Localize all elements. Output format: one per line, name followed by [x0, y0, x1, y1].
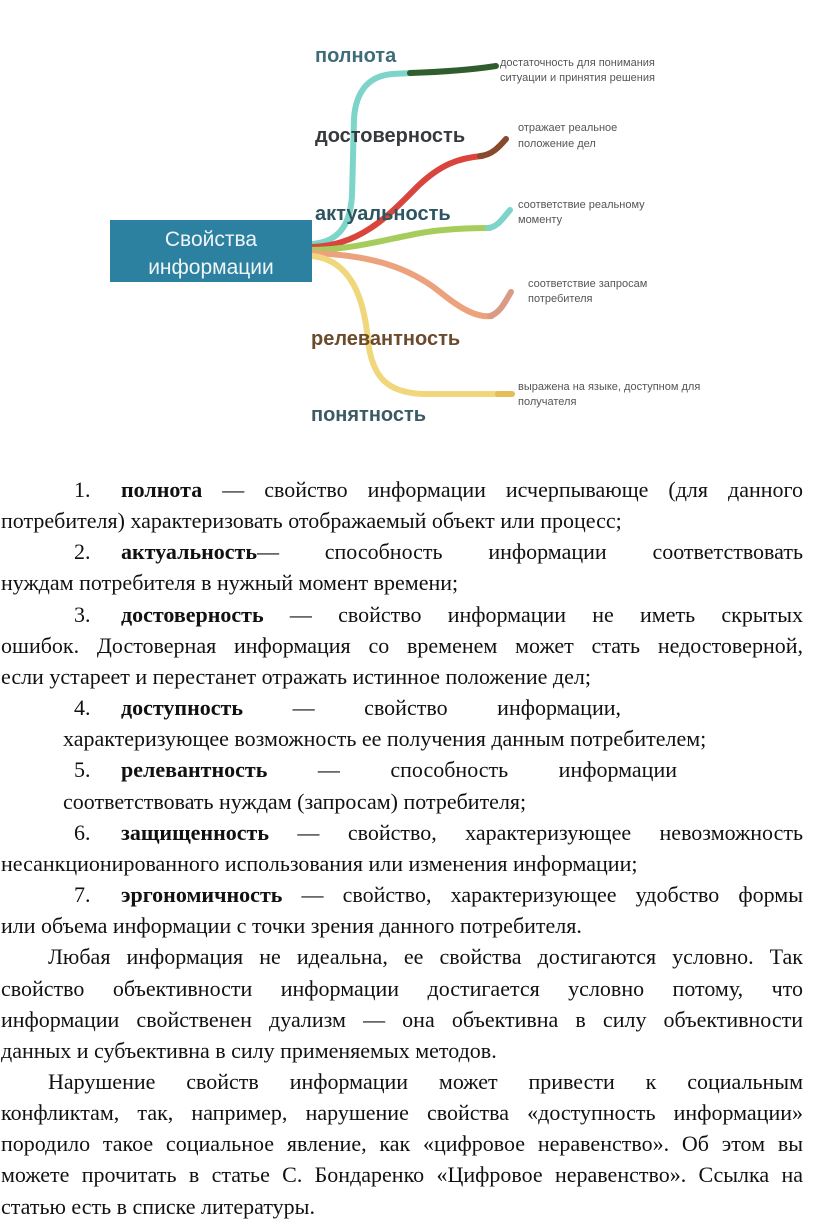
list-item-4-line-2: характеризующее возможность ее получения данным потребителем;: [63, 726, 707, 752]
label-aktualnost: актуальность: [315, 203, 451, 225]
description-4-line1: соответствие запросам: [528, 278, 648, 290]
center-label-line1: Свойства: [164, 228, 258, 251]
paragraph-1-line-1: Любая информация не идеальна, ее свойства достигаются условно. Так: [48, 944, 803, 970]
paragraph-2-line-2: конфликтам, так, например, нарушение свойства «доступность информации»: [1, 1100, 803, 1126]
list-text: — способность информации соответствовать: [256, 539, 803, 565]
list-term: полнота: [121, 477, 203, 502]
list-term: релевантность: [121, 757, 268, 783]
label-ponyatnost: понятность: [311, 404, 427, 426]
label-dostovernost: достоверность: [315, 125, 466, 147]
list-number: 4.: [74, 695, 91, 721]
list-number: 7.: [74, 882, 91, 908]
list-number: 1.: [74, 477, 91, 502]
paragraph-2-line-4: можете прочитать в статье С. Бондаренко «Цифровое неравенство». Ссылка на: [1, 1162, 803, 1188]
list-item-7-line-2: или объема информации с точки зрения данного потребителя.: [1, 913, 582, 939]
list-item-4: [1, 692, 621, 723]
document-body: [1, 474, 803, 1222]
list-item-2: [1, 536, 803, 567]
description-4-line2: потребителя: [528, 293, 593, 305]
description-1-line1: достаточность для понимания: [500, 57, 655, 69]
branch-line-ponyatnost: [312, 256, 500, 394]
list-term: актуальность: [121, 539, 257, 565]
list-term: эргономичность: [121, 882, 283, 908]
list-text: — свойство информации исчерпывающе (для данного: [202, 477, 803, 502]
list-item-3-line-3: если устареет и перестанет отражать истинное положение дел;: [1, 663, 591, 689]
list-number: 2.: [74, 539, 91, 565]
list-text: — свойство, характеризующее удобство формы: [282, 882, 803, 908]
list-term: доступность: [121, 695, 243, 721]
list-item-6-line-2: несанкционированного использования или изменения информации;: [1, 850, 638, 876]
branch-tip-dostovernost: [480, 139, 506, 156]
branch-tip-polnota: [410, 66, 496, 73]
list-item-3: [1, 599, 803, 630]
description-3-line1: соответствие реальному: [518, 199, 645, 211]
list-text: — свойство информации не иметь скрытых: [263, 601, 803, 627]
description-3-line2: моменту: [518, 214, 563, 226]
list-item-1-line-2: потребителя) характеризовать отображаемый объект или процесс;: [1, 508, 622, 534]
description-5-line1: выражена на языке, доступном для: [518, 381, 701, 393]
list-number: 3.: [74, 601, 91, 627]
list-item-6: [1, 817, 803, 848]
list-number: 5.: [74, 757, 91, 783]
list-item-5-line-2: соответствовать нуждам (запросам) потребителя;: [63, 788, 527, 814]
list-item-7: [1, 879, 803, 910]
list-item-3-line-2: ошибок. Достоверная информация со временем может стать недостоверной,: [1, 632, 803, 658]
list-number: 6.: [74, 819, 91, 845]
description-1-line2: ситуации и принятия решения: [500, 72, 655, 84]
list-text: — свойство информации,: [242, 695, 621, 721]
paragraph-2-line-3: породило такое социальное явление, как «цифровое неравенство». Об этом вы: [1, 1131, 803, 1157]
branch-line-relevantnost: [312, 253, 492, 316]
branch-tip-relevantnost: [490, 292, 511, 316]
description-2-line2: положение дел: [518, 138, 596, 150]
list-item-5: [1, 754, 677, 785]
description-2-line1: отражает реальное: [518, 122, 618, 134]
paragraph-1-line-2: свойство объективности информации достигается условно потому, что: [1, 975, 803, 1001]
center-label-line2: информации: [148, 256, 274, 279]
list-item-2-line-2: нуждам потребителя в нужный момент времени;: [1, 570, 459, 596]
list-item-1: [1, 474, 803, 505]
list-term: защищенность: [121, 819, 269, 845]
list-text: — способность информации: [267, 757, 677, 783]
list-text: — свойство, характеризующее невозможность: [268, 819, 803, 845]
list-term: достоверность: [121, 601, 264, 627]
paragraph-2-line-5: статью есть в списке литературы.: [1, 1193, 315, 1219]
properties-mind-map: [0, 0, 816, 450]
description-5-line2: получателя: [518, 396, 577, 408]
label-relevantnost: релевантность: [311, 328, 461, 350]
label-polnota: полнота: [315, 45, 397, 67]
paragraph-2-line-1: Нарушение свойств информации может привести к социальным: [48, 1068, 803, 1094]
paragraph-1-line-4: данных и субъективна в силу применяемых методов.: [1, 1037, 497, 1063]
paragraph-1-line-3: информации свойственен дуализм — она объективна в силу объективности: [1, 1006, 803, 1032]
branch-tip-aktualnost: [488, 210, 510, 228]
